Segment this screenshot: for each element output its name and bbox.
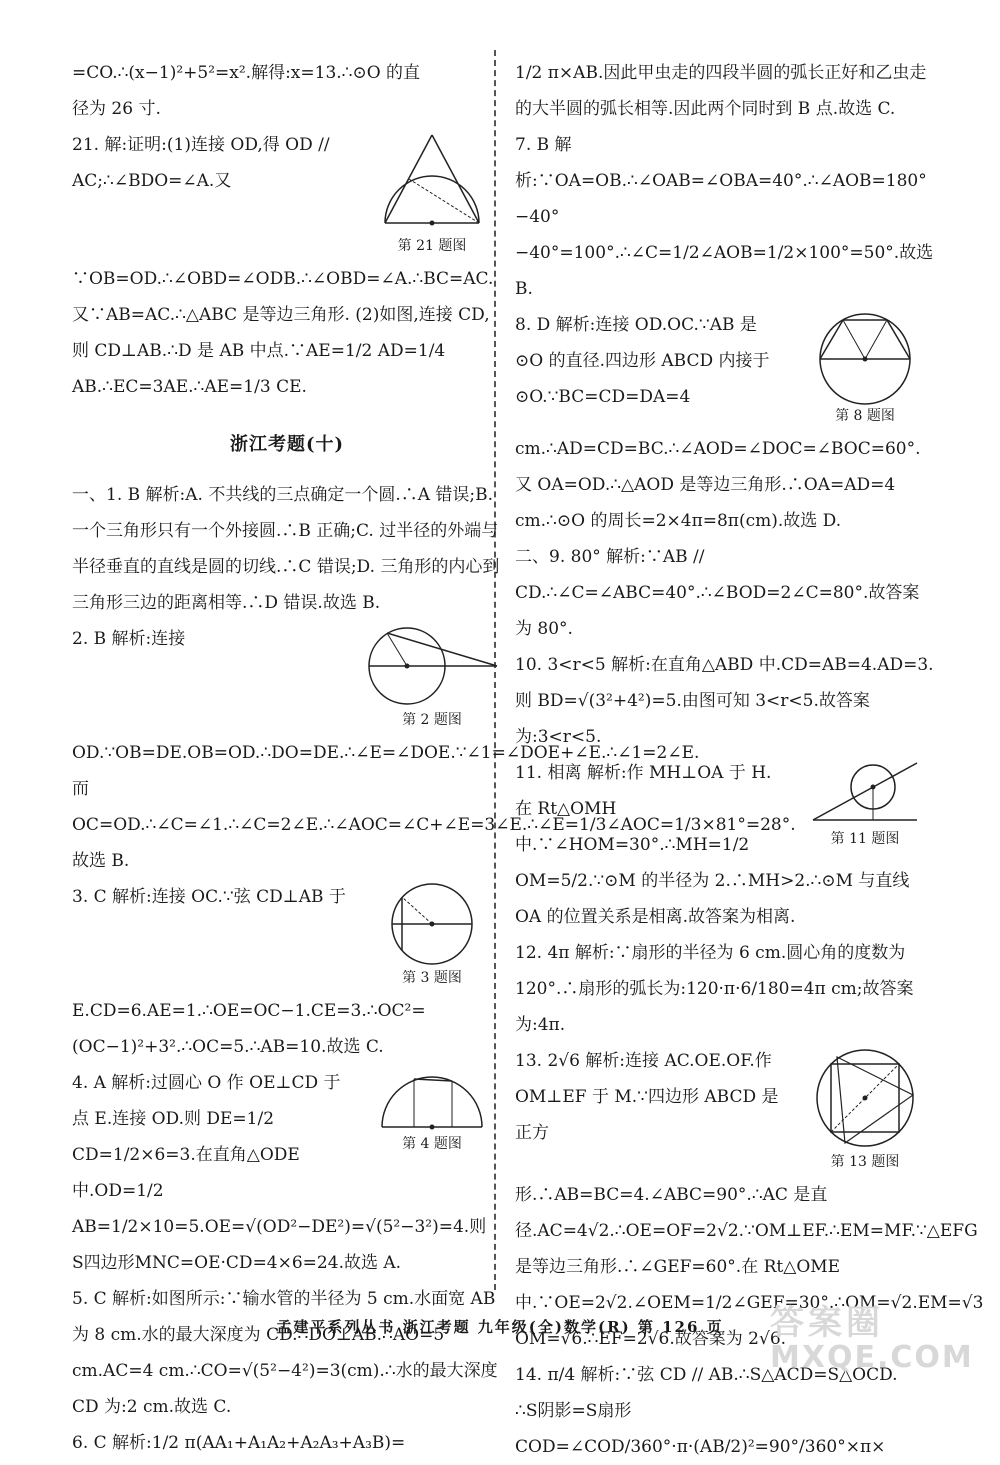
question-3: 3. C 解析:连接 OC.∵弦 CD⊥AB 于 E.CD=6.AE=1.∴OE=OC−1.CE=3.∴OC²=(OC−1)²+3².∴OC=5.∴AB=10.故选 C. [72,887,426,1057]
question-14-continued: ∴S阴影=S扇形COD=∠COD/360°·π·(AB/2)²=90°/360°×π× [515,1401,886,1457]
figure-13 [795,1043,935,1171]
figure-13-diagram [805,1043,925,1153]
watermark-top: 答案圈 [770,1303,884,1343]
question-9: 二、9. 80° 解析:∵AB // CD.∴∠C=∠ABC=40°.∴∠BOD=2∠C=80°.故答案为 80°. [515,547,920,639]
question-12: 12. 4π 解析:∵扇形的半径为 6 cm.圆心角的度数为 120°.∴扇形的弧长为:120·π·6/180=4π cm;故答案为:4π. [515,943,914,1035]
figure-caption: 第 8 题图 [835,408,895,424]
text-line: 1/2 π×AB.因此甲虫走的四段半圆的弧长正好和乙虫走的大半圆的弧长相等.因此两个同时到 B 点.故选 C. [515,63,927,119]
figure-21-diagram [377,127,487,237]
watermark-bottom: MXQE.COM [770,1340,974,1375]
figure-21 [362,127,502,255]
figure-caption: 第 3 题图 [402,970,462,986]
page-footer: 孟建平系列丛书 浙江考题 九年级(全)数学(R) 第 126 页 [276,1318,724,1336]
question-13: 13. 2√6 解析:连接 AC.OE.OF.作 OM⊥EF 于 M.∵四边形 ABCD 是正方形.∴AB=BC=4.∠ABC=90°.∴AC 是直径.AC=4√2.∴OE=OF=2√2.∵OM⊥EF.∴EM=MF.∵△EFG 是等边三角形.∴∠GEF=60°.在 Rt△OME 中.∵OE=2√2.∠OEM=1/2∠GEF=30°.∴OM=√2.EM=√3 OM=√6.∴EF=2√6.故答案为 2√6. [515,1051,984,1349]
figure-caption: 第 4 题图 [402,1136,462,1152]
question-6: 6. C 解析:1/2 π(AA₁+A₁A₂+A₂A₃+A₃B)= [72,1433,406,1453]
question-4: 4. A 解析:过圆心 O 作 OE⊥CD 于点 E.连接 OD.则 DE=1/2 CD=1/2×6=3.在直角△ODE 中.OD=1/2 AB=1/2×10=5.OE=√(OD²−DE²)=√(5²−3²)=4.则 S四边形MNC=OE·CD=4×6=24.故选 A. [72,1073,487,1273]
question-8: 8. D 解析:连接 OD.OC.∵AB 是⊙O 的直径.四边形 ABCD 内接于⊙O.∵BC=CD=DA=4 cm.∴AD=CD=BC.∴∠AOD=∠DOC=∠BOC=60°.又 OA=OD.∴△AOD 是等边三角形.∴OA=AD=4 cm.∴⊙O 的周长=2×4π=8π(cm).故选 D. [515,315,921,531]
figure-8 [795,307,935,425]
figure-4-diagram [372,1065,492,1135]
question-10: 10. 3<r<5 解析:在直角△ABD 中.CD=AB=4.AD=3.则 BD=√(3²+4²)=5.由图可知 3<r<5.故答案为:3<r<5. [515,655,934,747]
figure-11 [795,755,935,848]
figure-3 [362,879,502,987]
figure-11-diagram [805,755,925,830]
question-2: 2. B 解析:连接 OD.∵OB=DE.OB=OD.∴DO=DE.∴∠E=∠DOE.∵∠1=∠DOE+∠E.∴∠1=2∠E.而 OC=OD.∴∠C=∠1.∴∠C=2∠E.∴∠AOC=∠C+∠E=3∠E.∴∠E=1/3∠AOC=1/3×81°=28°.故选 B. [72,629,796,871]
text-line: =CO.∴(x−1)²+5²=x².解得:x=13.∴⊙O 的直 [72,63,421,83]
watermark-logo [770,1295,980,1375]
figure-3-diagram [377,879,487,969]
figure-caption: 第 2 题图 [402,712,462,728]
figure-2 [362,621,502,729]
question-14: 14. π/4 解析:∵弦 CD // AB.∴S△ACD=S△OCD. [515,1365,898,1385]
figure-4 [362,1065,502,1153]
figure-caption: 第 11 题图 [830,831,900,847]
question-21: 21. 解:证明:(1)连接 OD,得 OD // AC;∴∠BDO=∠A.又∵OB=OD.∴∠OBD=∠ODB.∴∠OBD=∠A.∴BC=AC.又∵AB=AC.∴△ABC 是等边三角形. (2)如图,连接 CD,则 CD⊥AB.∴D 是 AB 中点.∵AE=1/2 AD=1/4 AB.∴EC=3AE.∴AE=1/3 CE. [72,135,494,397]
figure-caption: 第 13 题图 [830,1154,900,1170]
figure-2-diagram [362,621,502,711]
question-1: 一、1. B 解析:A. 不共线的三点确定一个圆.∴A 错误;B. 一个三角形只有一个外接圆.∴B 正确;C. 过半径的外端与半径垂直的直线是圆的切线.∴C 错误;D. 三角形的内心到三角形三边的距离相等.∴D 错误.故选 B. [72,485,500,613]
question-11: 11. 相离 解析:作 MH⊥OA 于 H.在 Rt△OMH 中.∵∠HOM=30°.∴MH=1/2 OM=5/2.∵⊙M 的半径为 2.∴MH>2.∴⊙M 与直线 OA 的位置关系是相离.故答案为相离. [515,763,910,927]
section-title: 浙江考题(十) [229,434,345,455]
figure-8-diagram [805,307,925,407]
right-column [515,55,984,1465]
text-line: 径为 26 寸. [72,99,161,119]
question-5: 5. C 解析:如图所示:∵输水管的半径为 5 cm.水面宽 AB 为 8 cm.水的最大深度为 CD.∴DO⊥AB.∴AO=5 cm.AC=4 cm.∴CO=√(5²−4²)=3(cm).∴水的最大深度 CD 为:2 cm.故选 C. [72,1289,498,1417]
question-7: 7. B 解析:∵OA=OB.∴∠OAB=∠OBA=40°.∴∠AOB=180°−40°−40°=100°.∴∠C=1/2∠AOB=1/2×100°=50°.故选 B. [515,135,934,299]
figure-caption: 第 21 题图 [397,238,467,254]
